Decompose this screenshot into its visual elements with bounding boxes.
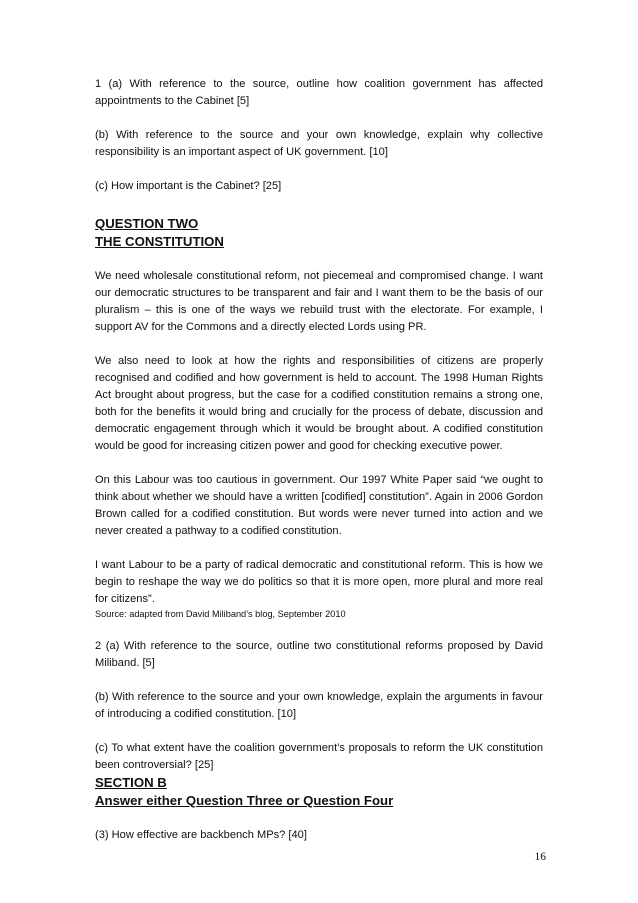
question-1a: 1 (a) With reference to the source, outline how coalition government has affected appointments to the Cabinet [5] (95, 78, 543, 107)
question-1b: (b) With reference to the source and your own knowledge, explain why collective responsibility is an important aspect of UK government. [10] (95, 129, 543, 158)
section-b-heading: SECTION B (95, 775, 167, 790)
source-paragraph-2: We also need to look at how the rights and responsibilities of citizens are properly recognised and codified and how government is held to account. The 1998 Human Rights Act brought about progress, but the case for a codified constitution remains a strong one, both for the benefits it would bring and crucially for the process of debate, discussion and democratic engagement through which it would be brought about. A codified constitution would be good for increasing citizen power and good for checking executive power. (95, 355, 543, 452)
source-paragraph-4: I want Labour to be a party of radical democratic and constitutional reform. This is how we begin to reshape the way we do politics so that it is more open, more plural and more real for citizens”. (95, 559, 543, 605)
question-2b: (b) With reference to the source and your own knowledge, explain the arguments in favour of introducing a codified constitution. [10] (95, 691, 543, 720)
page-content (95, 76, 543, 844)
question-1c: (c) How important is the Cabinet? [25] (95, 180, 282, 192)
question-2c: (c) To what extent have the coalition government’s proposals to reform the UK constitution been controversial? [25] (95, 742, 543, 771)
source-attribution: Source: adapted from David Miliband’s blog, September 2010 (95, 609, 346, 619)
section-b-subheading: Answer either Question Three or Question Four (95, 793, 394, 808)
page-number: 16 (534, 851, 546, 863)
source-paragraph-1: We need wholesale constitutional reform, not piecemeal and compromised change. I want our democratic structures to be transparent and fair and I want them to be the basis of our pluralism – this is one of the ways we rebuild trust with the electorate. For example, I support AV for the Commons and a directly elected Lords using PR. (95, 270, 543, 333)
constitution-heading: THE CONSTITUTION (95, 234, 224, 249)
source-paragraph-3: On this Labour was too cautious in government. Our 1997 White Paper said “we ought to think about whether we should have a written [codified] constitution”. Again in 2006 Gordon Brown called for a codified constitution. But words were never turned into action and we never created a pathway to a codified constitution. (95, 474, 543, 537)
question-3: (3) How effective are backbench MPs? [40] (95, 829, 307, 841)
question-2a: 2 (a) With reference to the source, outline two constitutional reforms proposed by David Miliband. [5] (95, 640, 543, 669)
question-two-heading: QUESTION TWO (95, 216, 199, 231)
